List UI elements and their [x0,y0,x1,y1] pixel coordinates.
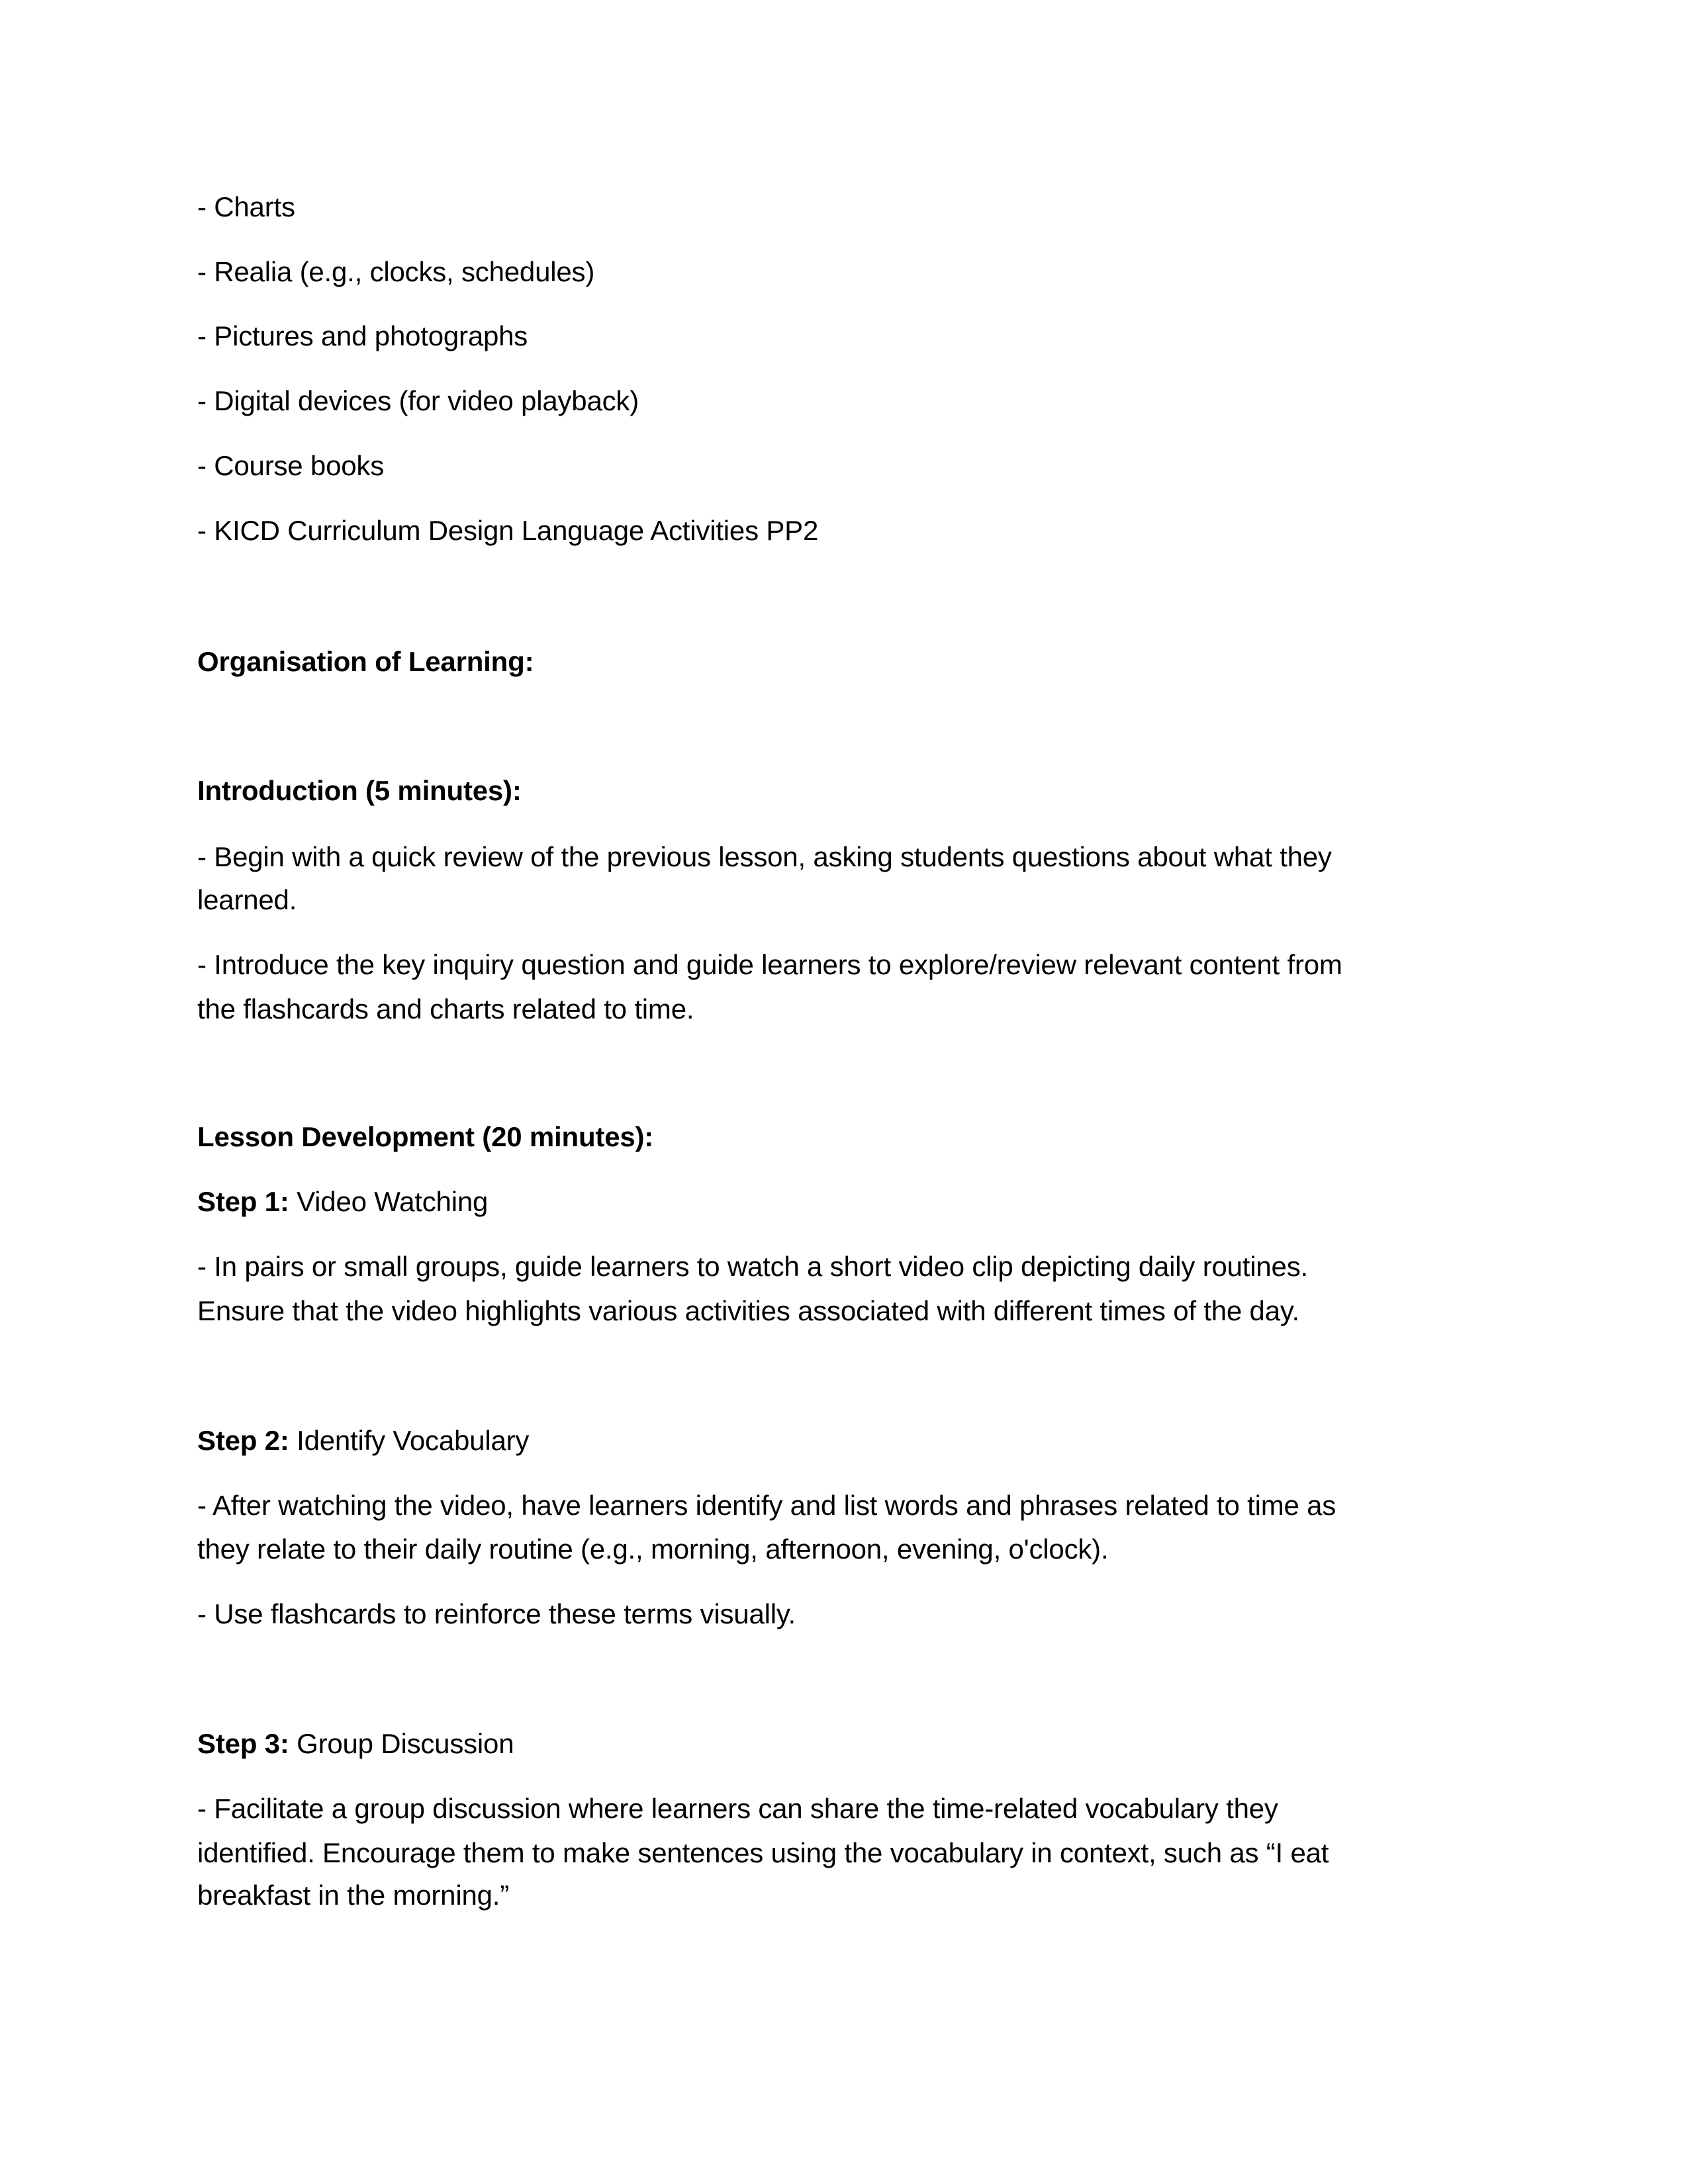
step-paragraph-line: identified. Encourage them to make sentences using the vocabulary in context, such as “I eat [197,1837,1329,1868]
step-label: Step 1: [197,1186,289,1217]
step-label: Step 2: [197,1425,289,1456]
step-paragraph-line: - After watching the video, have learners identify and list words and phrases related to time as [197,1490,1336,1521]
section-heading-lesson-development: Lesson Development (20 minutes): [197,1121,654,1152]
step-title: Video Watching [289,1186,489,1217]
step-heading [197,1180,1495,1224]
step-heading [197,1419,1495,1463]
material-item: - Realia (e.g., clocks, schedules) [197,256,595,287]
step-paragraph-line: - Facilitate a group discussion where learners can share the time-related vocabulary they [197,1793,1278,1824]
intro-paragraph-line: learned. [197,884,297,915]
section-heading-introduction: Introduction (5 minutes): [197,775,522,806]
material-item: - Digital devices (for video playback) [197,385,639,416]
section-heading-organisation: Organisation of Learning: [197,646,534,677]
step-paragraph-line: - In pairs or small groups, guide learners to watch a short video clip depicting daily routines. [197,1251,1308,1282]
step-paragraph-line: they relate to their daily routine (e.g., morning, afternoon, evening, o'clock). [197,1533,1109,1565]
intro-paragraph-line: - Introduce the key inquiry question and guide learners to explore/review relevant content from [197,949,1342,980]
material-item: - Charts [197,191,295,222]
step-heading [197,1722,1495,1766]
material-item: - Course books [197,450,384,481]
step-label: Step 3: [197,1728,289,1759]
intro-paragraph-line: - Begin with a quick review of the previous lesson, asking students questions about what they [197,841,1332,872]
step-paragraph-line: Ensure that the video highlights various activities associated with different times of the day. [197,1295,1300,1326]
intro-paragraph-line: the flashcards and charts related to time. [197,993,694,1024]
step-title: Group Discussion [289,1728,514,1759]
material-item: - Pictures and photographs [197,320,528,351]
step-paragraph-line: - Use flashcards to reinforce these terms visually. [197,1598,796,1629]
step-title: Identify Vocabulary [289,1425,530,1456]
material-item: - KICD Curriculum Design Language Activities PP2 [197,515,819,546]
step-paragraph-line: breakfast in the morning.” [197,1880,510,1911]
